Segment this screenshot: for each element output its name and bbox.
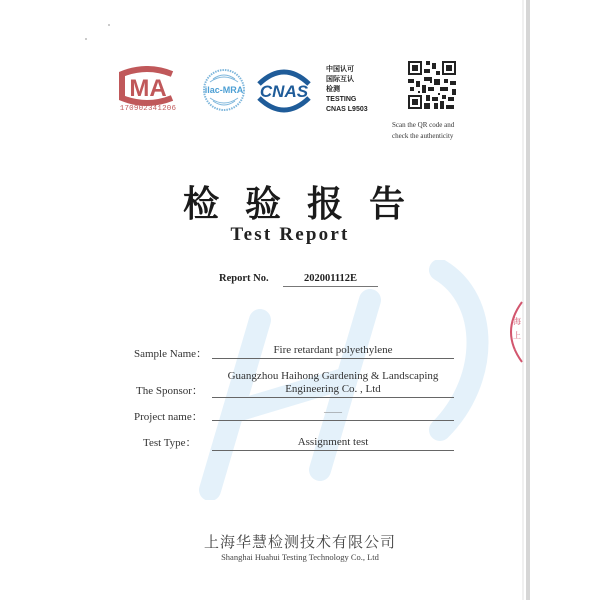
page-edge: [526, 0, 530, 600]
title-english: Test Report: [230, 224, 350, 245]
project-name-label: Project name：: [134, 411, 203, 423]
svg-text:ilac-MRA: ilac-MRA: [204, 85, 244, 95]
sample-name-label: Sample Name：: [134, 348, 208, 360]
scan-speck: [85, 38, 87, 40]
title-chinese: 检验报告: [182, 184, 431, 225]
test-type-value: Assignment test: [212, 436, 454, 451]
sample-name-value: Fire retardant polyethylene: [212, 344, 454, 359]
cnas-accreditation-text: 中国认可 国际互认 检测 TESTING CNAS L9503: [326, 66, 368, 113]
company-seal-stamp: [498, 300, 524, 364]
cma-number: 170902341206: [119, 105, 177, 113]
svg-text:上: 上: [513, 331, 521, 340]
cnas-logo: [253, 66, 315, 116]
report-number-value: 202001112E: [283, 273, 378, 287]
company-name-english: Shanghai Huahui Testing Technology Co., Ltd: [221, 552, 379, 562]
sponsor-label: The Sponsor：: [136, 385, 203, 397]
company-name-chinese: 上海华慧检测技术有限公司: [203, 533, 396, 551]
qr-caption: Scan the QR code and check the authenticity: [392, 121, 455, 140]
scan-speck: [108, 24, 110, 26]
sponsor-value: Guangzhou Haihong Gardening & Landscaping Engineering Co. , Ltd: [212, 370, 454, 398]
svg-text:CNAS: CNAS: [259, 82, 309, 101]
test-type-label: Test Type：: [143, 437, 197, 449]
ilac-mra-logo: [200, 68, 248, 112]
qr-code[interactable]: [406, 59, 458, 111]
svg-text:MA: MA: [129, 75, 167, 102]
project-name-value: ——: [212, 406, 454, 421]
svg-text:海: 海: [513, 317, 521, 326]
svg-text:·: ·: [514, 347, 516, 354]
report-number-label: Report No.: [219, 273, 269, 284]
